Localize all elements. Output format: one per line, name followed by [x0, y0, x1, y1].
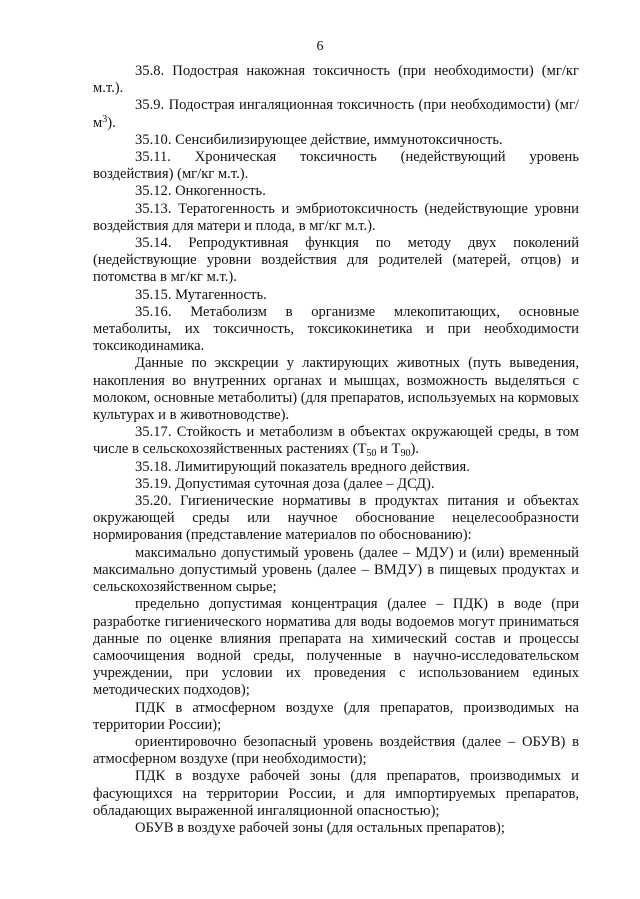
paragraph-35-13: 35.13. Тератогенность и эмбриотоксичность (недействующие уровни воздействия для матери и плода, в мг/кг м.т.). — [93, 200, 579, 234]
paragraph-35-19: 35.19. Допустимая суточная доза (далее – ДСД). — [135, 475, 435, 492]
paragraph-35-14: 35.14. Репродуктивная функция по методу двух поколений (недействующие уровни воздействия для родителей (матерей, отцов) и потомства в мг/кг м.т.). — [93, 235, 579, 286]
paragraph-35-17-text: 35.17. Стойкость и метаболизм в объектах окружающей среды, в том числе в сельскохозяйственных растениях (Т — [93, 424, 579, 458]
paragraph-35-9 — [93, 97, 579, 131]
paragraph-35-17 — [93, 424, 579, 458]
paragraph-35-20: 35.20. Гигиенические нормативы в продуктах питания и объектах окружающей среды или научное обоснование нецелесообразности нормирования (представление материалов по обоснованию): — [93, 493, 579, 544]
paragraph-35-16: 35.16. Метаболизм в организме млекопитающих, основные метаболиты, их токсичность, токсикокинетика и при необходимости токсикодинамика. — [93, 303, 579, 355]
paragraph-obuv-work: ОБУВ в воздухе рабочей зоны (для остальных препаратов); — [135, 819, 505, 836]
paragraph-35-9-text: 35.9. Подострая ингаляционная токсичность (при необходимости) (мг/м — [93, 97, 579, 131]
paragraph-pdk-water: предельно допустимая концентрация (далее – ПДК) в воде (при разработке гигиенического норматива для воды водоемов могут приниматься данные по оценке влияния препарата на химический состав и процессы самоочищения водной среды, полученные в научно-исследовательском учреждении, при условии их проведения с использованием единых методических подходов); — [93, 596, 579, 699]
paragraph-35-17-tail: ). — [410, 441, 419, 458]
paragraph-35-9-tail: ). — [107, 114, 116, 131]
paragraph-35-10: 35.10. Сенсибилизирующее действие, иммунотоксичность. — [135, 131, 503, 148]
paragraph-mdu: максимально допустимый уровень (далее – МДУ) и (или) временный максимально допустимый уровень (далее – ВМДУ) в пищевых продуктах и сельскохозяйственном сырье; — [93, 544, 579, 596]
subscript-50: 50 — [366, 448, 377, 460]
paragraph-pdk-air: ПДК в атмосферном воздухе (для препаратов, производимых на территории России); — [93, 699, 579, 733]
subscript-90: 90 — [400, 448, 411, 460]
paragraph-35-11: 35.11. Хроническая токсичность (недействующий уровень воздействия) (мг/кг м.т.). — [93, 149, 579, 183]
page-number: 6 — [316, 39, 324, 54]
paragraph-35-15: 35.15. Мутагенность. — [135, 286, 267, 303]
superscript-3: 3 — [102, 113, 108, 125]
paragraph-35-18: 35.18. Лимитирующий показатель вредного действия. — [135, 458, 470, 475]
document-body — [93, 0, 579, 837]
paragraph-35-8: 35.8. Подострая накожная токсичность (при необходимости) (мг/кг м.т.). — [93, 63, 579, 97]
paragraph-35-12: 35.12. Онкогенность. — [135, 183, 266, 200]
paragraph-35-17-and: и Т — [376, 441, 401, 458]
paragraph-excretion: Данные по экскреции у лактирующих животных (путь выведения, накопления во внутренних органах и мышцах, возможность выделяться с молоком, основные метаболиты) (для препаратов, используемых на кормовых культурах и в животноводстве). — [93, 355, 579, 424]
paragraph-pdk-work: ПДК в воздухе рабочей зоны (для препаратов, производимых и фасующихся на территории России, и для импортируемых препаратов, обладающих выраженной ингаляционной опасностью); — [93, 768, 579, 819]
paragraph-obuv-air: ориентировочно безопасный уровень воздействия (далее – ОБУВ) в атмосферном воздухе (при необходимости); — [93, 733, 579, 768]
